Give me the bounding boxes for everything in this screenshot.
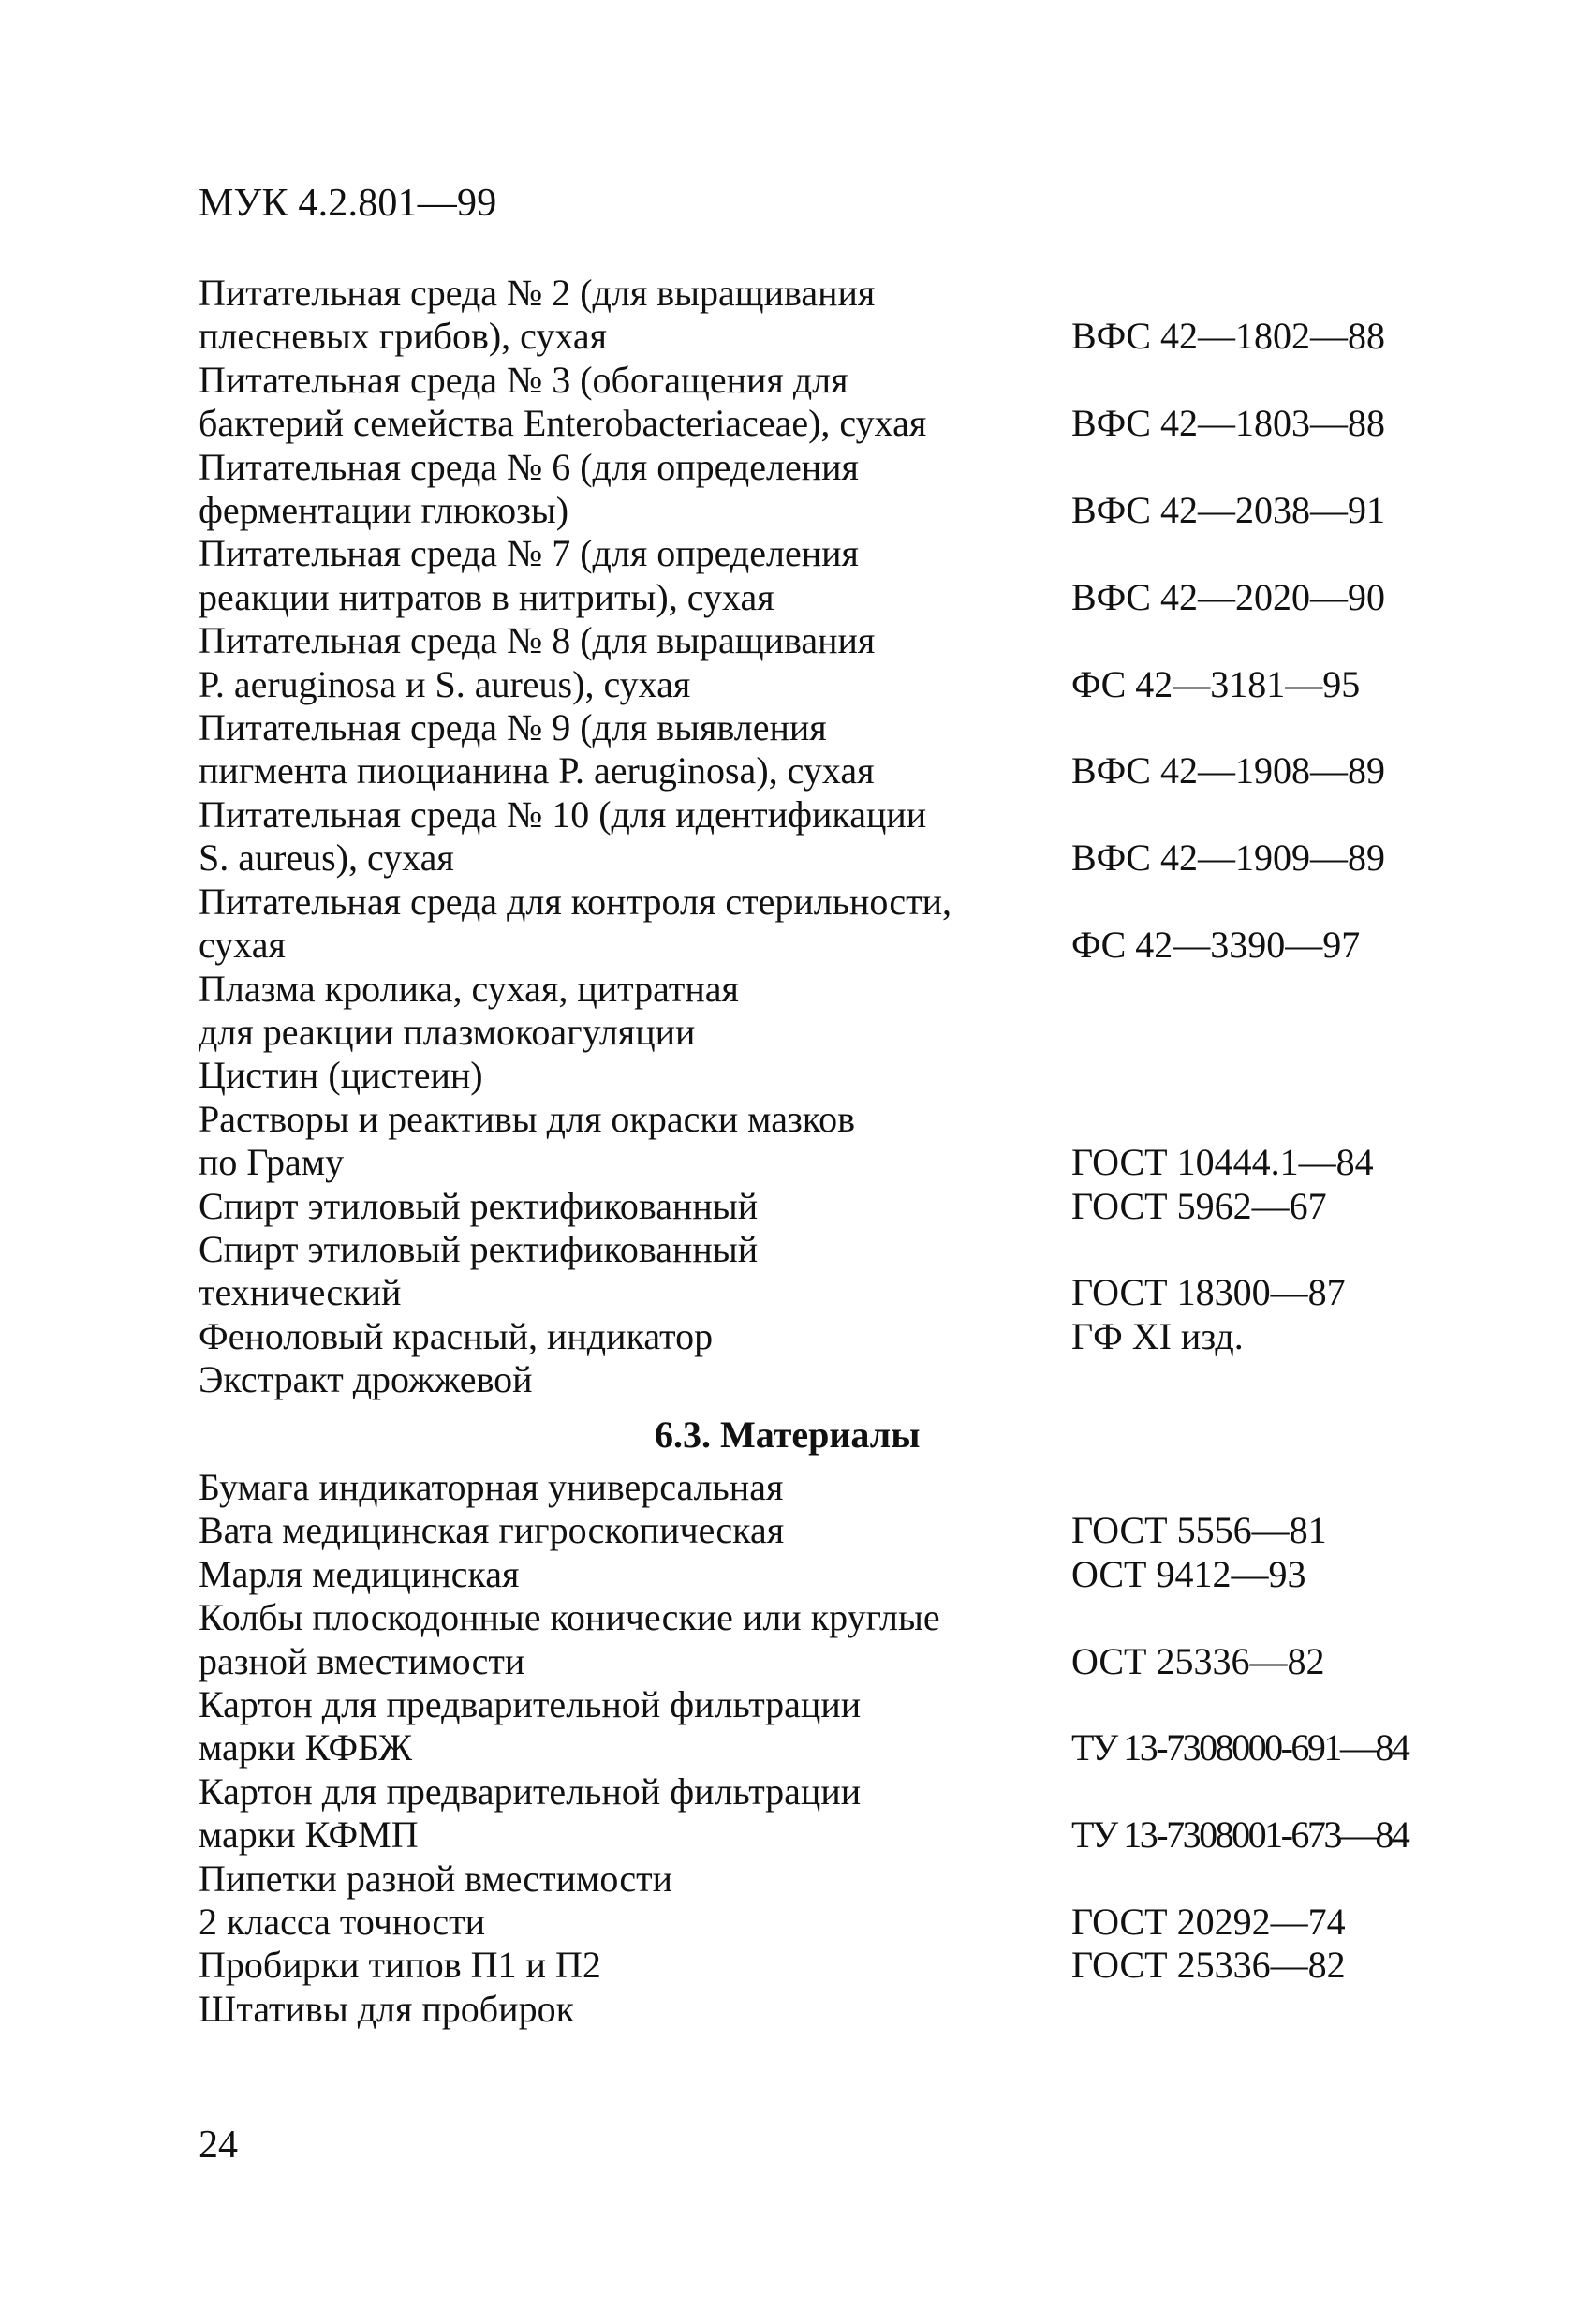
list-item-line — [199, 315, 1416, 358]
list-item — [199, 359, 1416, 446]
list-item — [199, 1683, 1416, 1770]
item-name: Вата медицинская гигроскопическая — [199, 1509, 785, 1552]
item-name: Цистин (цистеин) — [199, 1054, 483, 1097]
list-item-line — [199, 1466, 1416, 1509]
section-title-materials: 6.3. Материалы — [655, 1413, 921, 1456]
list-item-line — [199, 446, 1416, 489]
list-item-line — [199, 532, 1416, 575]
item-name: для реакции плазмокоагуляции — [199, 1010, 696, 1053]
item-reference: ФС 42—3181—95 — [1071, 662, 1361, 705]
item-name: Питательная среда № 8 (для выращивания — [199, 619, 876, 662]
item-reference: ОСТ 9412—93 — [1071, 1552, 1306, 1595]
item-name: Растворы и реактивы для окраски мазков — [199, 1097, 856, 1140]
item-reference: ВФС 42—2020—90 — [1071, 575, 1385, 618]
list-item-line — [199, 1726, 1416, 1769]
item-name: марки КФМП — [199, 1813, 419, 1857]
item-reference: ГОСТ 5962—67 — [1071, 1184, 1327, 1227]
document-content — [199, 272, 1416, 2031]
item-name: Пипетки разной вместимости — [199, 1857, 672, 1900]
list-item-line — [199, 749, 1416, 792]
item-name: Питательная среда № 2 (для выращивания — [199, 272, 876, 314]
item-name: Марля медицинская — [199, 1552, 520, 1595]
list-item — [199, 1054, 1416, 1097]
list-item-line — [199, 402, 1416, 445]
item-reference: ФС 42—3390—97 — [1071, 924, 1361, 967]
item-name: Питательная среда для контроля стерильности, — [199, 880, 952, 923]
item-reference: ОСТ 25336—82 — [1071, 1639, 1325, 1682]
item-name: разной вместимости — [199, 1639, 525, 1682]
list-item — [199, 1098, 1416, 1185]
list-item — [199, 619, 1416, 706]
item-name: Питательная среда № 7 (для определения — [199, 532, 859, 575]
list-item — [199, 706, 1416, 793]
item-name: Питательная среда № 3 (обогащения для — [199, 358, 848, 401]
list-item — [199, 968, 1416, 1055]
item-reference: ВФС 42—2038—91 — [1071, 489, 1385, 532]
list-item — [199, 272, 1416, 359]
item-name: Пробирки типов П1 и П2 — [199, 1944, 601, 1987]
item-name: Картон для предварительной фильтрации — [199, 1769, 862, 1813]
item-reference: ВФС 42—1802—88 — [1071, 315, 1385, 358]
list-item — [199, 1988, 1416, 2031]
item-reference: ГОСТ 25336—82 — [1071, 1944, 1346, 1987]
list-item-line — [199, 1315, 1416, 1358]
list-item-line — [199, 619, 1416, 662]
list-item-line — [199, 1358, 1416, 1401]
item-name: Бумага индикаторная универсальная — [199, 1465, 784, 1508]
item-name: реакции нитратов в нитриты), сухая — [199, 575, 774, 618]
list-item — [199, 446, 1416, 533]
list-item — [199, 1466, 1416, 1509]
list-item — [199, 1553, 1416, 1596]
list-item-line — [199, 1509, 1416, 1552]
item-reference: ВФС 42—1908—89 — [1071, 749, 1385, 792]
list-item-line — [199, 1640, 1416, 1683]
item-name: Питательная среда № 9 (для выявления — [199, 706, 827, 749]
list-item-line — [199, 1228, 1416, 1271]
item-name: S. aureus), сухая — [199, 836, 454, 880]
list-item — [199, 1509, 1416, 1552]
list-item-line — [199, 1011, 1416, 1054]
item-name: Экстракт дрожжевой — [199, 1358, 533, 1401]
list-item-line — [199, 1098, 1416, 1141]
list-item-line — [199, 1858, 1416, 1901]
item-name: Плазма кролика, сухая, цитратная — [199, 967, 739, 1010]
list-item-line — [199, 1596, 1416, 1639]
list-item-line — [199, 1813, 1416, 1857]
list-item-line — [199, 836, 1416, 880]
item-name: Картон для предварительной фильтрации — [199, 1683, 862, 1725]
item-name: Питательная среда № 10 (для идентификации — [199, 792, 927, 836]
item-name: ферментации глюкозы) — [199, 489, 569, 532]
item-name: Спирт этиловый ректификованный — [199, 1227, 759, 1270]
item-name: Питательная среда № 6 (для определения — [199, 445, 859, 488]
list-item-line — [199, 663, 1416, 706]
document-header: МУК 4.2.801—99 — [199, 182, 497, 225]
list-item-line — [199, 1770, 1416, 1813]
item-reference: ГОСТ 5556—81 — [1071, 1509, 1327, 1552]
list-item-line — [199, 793, 1416, 836]
item-name: Спирт этиловый ректификованный — [199, 1184, 759, 1227]
list-item-line — [199, 968, 1416, 1011]
list-item-line — [199, 489, 1416, 532]
item-name: Колбы плоскодонные конические или круглые — [199, 1596, 940, 1639]
list-item-line — [199, 706, 1416, 749]
item-reference: ГОСТ 18300—87 — [1071, 1271, 1346, 1314]
item-name: Феноловый красный, индикатор — [199, 1314, 714, 1357]
list-item — [199, 793, 1416, 881]
item-reference: ГОСТ 20292—74 — [1071, 1901, 1346, 1944]
list-item-line — [199, 272, 1416, 315]
list-item — [199, 1770, 1416, 1858]
list-item-line — [199, 359, 1416, 402]
list-item-line — [199, 1901, 1416, 1944]
list-item — [199, 1596, 1416, 1683]
list-item — [199, 1185, 1416, 1228]
item-name: по Граму — [199, 1141, 345, 1184]
reagents-list — [199, 272, 1416, 1402]
page-number: 24 — [199, 2124, 238, 2167]
item-name: технический — [199, 1271, 402, 1314]
list-item — [199, 1358, 1416, 1401]
item-name: плесневых грибов), сухая — [199, 315, 608, 358]
list-item-line — [199, 1141, 1416, 1184]
item-name: сухая — [199, 924, 286, 967]
list-item — [199, 1228, 1416, 1315]
list-item — [199, 1944, 1416, 1987]
item-name: 2 класса точности — [199, 1901, 485, 1944]
item-name: P. aeruginosa и S. aureus), сухая — [199, 662, 691, 705]
list-item — [199, 1858, 1416, 1945]
item-reference: ВФС 42—1803—88 — [1071, 402, 1385, 445]
list-item-line — [199, 1553, 1416, 1596]
item-reference: ВФС 42—1909—89 — [1071, 836, 1385, 880]
list-item-line — [199, 1988, 1416, 2031]
list-item — [199, 881, 1416, 968]
item-reference: ТУ 13-7308001-673—84 — [1071, 1813, 1409, 1857]
materials-list — [199, 1466, 1416, 2031]
list-item-line — [199, 881, 1416, 924]
item-name: марки КФБЖ — [199, 1726, 412, 1769]
list-item-line — [199, 1944, 1416, 1987]
list-item-line — [199, 1054, 1416, 1097]
item-name: бактерий семейства Enterobacteriaceae), сухая — [199, 402, 927, 445]
item-reference: ГФ XI изд. — [1071, 1314, 1244, 1357]
item-reference: ТУ 13-7308000-691—84 — [1071, 1726, 1409, 1769]
item-reference: ГОСТ 10444.1—84 — [1071, 1141, 1374, 1184]
list-item-line — [199, 924, 1416, 967]
list-item-line — [199, 1185, 1416, 1228]
list-item — [199, 1315, 1416, 1358]
list-item-line — [199, 1683, 1416, 1726]
list-item — [199, 532, 1416, 619]
item-name: пигмента пиоцианина P. aeruginosa), сухая — [199, 749, 875, 792]
list-item-line — [199, 1271, 1416, 1314]
item-name: Штативы для пробирок — [199, 1987, 574, 2030]
list-item-line — [199, 576, 1416, 619]
